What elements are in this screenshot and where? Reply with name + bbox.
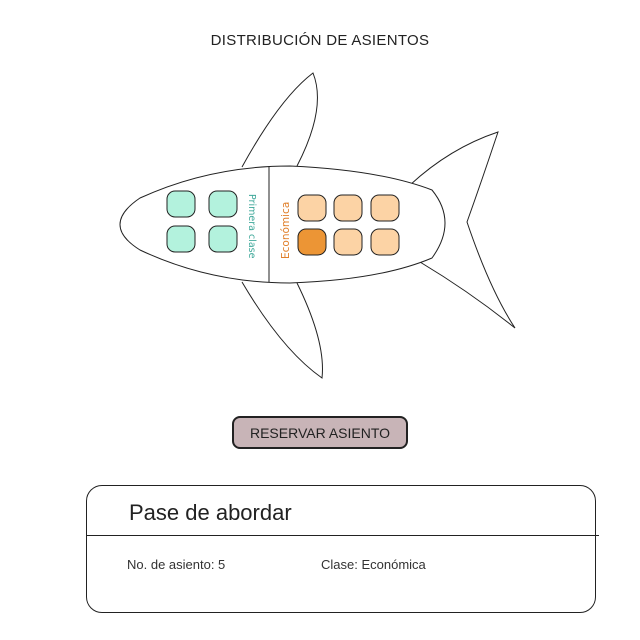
boarding-pass-class: Clase: Económica [321,557,426,572]
seat-1[interactable] [167,191,195,217]
seat-5[interactable] [298,229,326,255]
seat-4[interactable] [209,226,237,252]
seat-6[interactable] [334,229,362,255]
seat-3[interactable] [167,226,195,252]
page-title: DISTRIBUCIÓN DE ASIENTOS [210,32,430,49]
first-class-label: Primera clase [246,194,257,259]
plane-top-wing [242,73,317,167]
seat-10[interactable] [371,195,399,221]
reserve-seat-button[interactable]: RESERVAR ASIENTO [232,416,408,449]
boarding-pass-title: Pase de abordar [129,500,292,525]
boarding-pass-divider [87,535,599,536]
boarding-pass-card [86,485,596,613]
seat-9[interactable] [334,195,362,221]
plane-bottom-wing [242,282,322,378]
boarding-pass-seat-number: No. de asiento: 5 [127,557,226,572]
economy-class-label: Económica [280,201,292,259]
seat-7[interactable] [371,229,399,255]
seat-2[interactable] [209,191,237,217]
seat-8[interactable] [298,195,326,221]
